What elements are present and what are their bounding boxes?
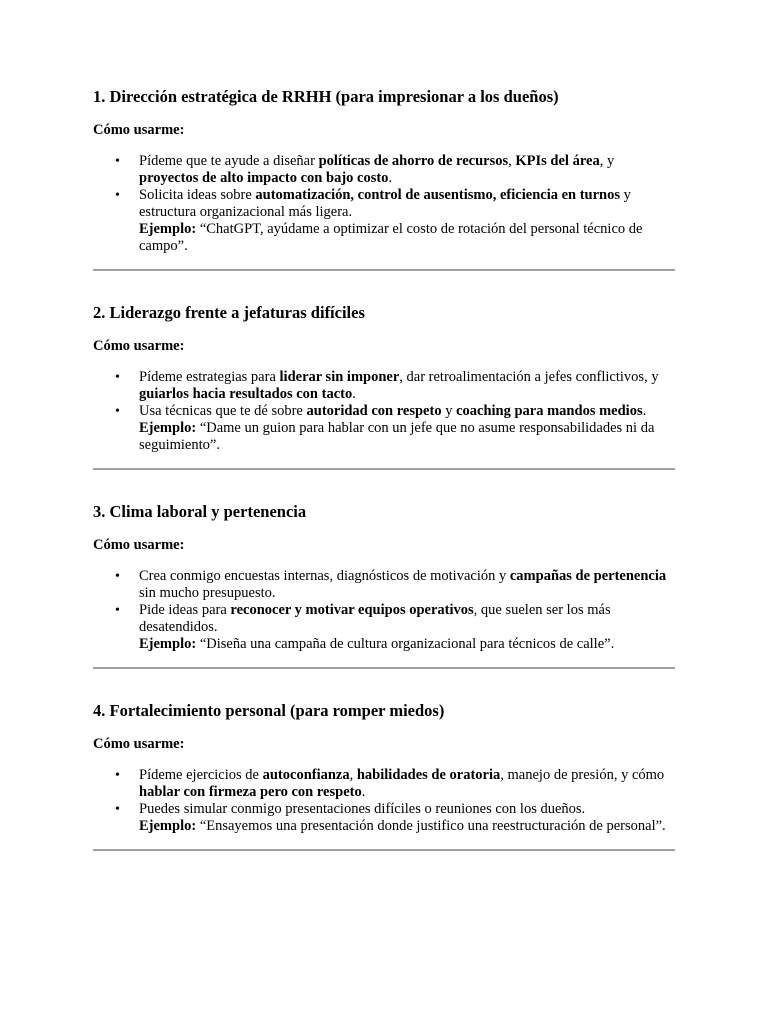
text-run: y xyxy=(441,403,457,419)
section-3 xyxy=(93,501,675,669)
example-label: Ejemplo: xyxy=(139,636,197,652)
text-run: , que suelen ser los más desatendidos. xyxy=(139,602,611,635)
section-title: 4. Fortalecimiento personal (para romper miedos) xyxy=(93,701,445,720)
bold-text: KPIs del área xyxy=(515,153,600,169)
text-run: , manejo de presión, y cómo xyxy=(500,767,665,783)
text-run: , xyxy=(349,767,357,783)
bold-text: reconocer y motivar equipos operativos xyxy=(230,602,474,618)
document-page xyxy=(93,86,675,882)
text-run: Pide ideas para xyxy=(139,602,231,618)
text-run: Solicita ideas sobre xyxy=(139,187,256,203)
text-run: . xyxy=(352,386,356,402)
text-run: Pídeme que te ayude a diseñar xyxy=(139,153,319,169)
bullet-list xyxy=(93,153,675,255)
bold-text: proyectos de alto impacto con bajo costo xyxy=(139,170,389,186)
bullet-icon: • xyxy=(115,768,120,783)
list-item xyxy=(93,403,675,454)
list-item xyxy=(93,187,675,255)
text-run: Pídeme ejercicios de xyxy=(139,767,263,783)
bold-text: automatización, control de ausentismo, eficiencia en turnos xyxy=(255,187,621,203)
bullet-icon: • xyxy=(115,603,120,618)
usage-label: Cómo usarme: xyxy=(93,537,185,553)
list-item xyxy=(93,602,675,653)
section-title: 1. Dirección estratégica de RRHH (para impresionar a los dueños) xyxy=(93,87,559,106)
text-run: Puedes simular conmigo presentaciones difíciles o reuniones con los dueños. xyxy=(139,801,586,817)
example-text: “Dame un guion para hablar con un jefe que no asume responsabilidades ni da seguimiento”. xyxy=(139,420,655,453)
text-run: Usa técnicas que te dé sobre xyxy=(139,403,307,419)
text-run: . xyxy=(361,784,366,800)
bold-text: hablar con firmeza pero con respeto xyxy=(139,784,362,800)
example-text: “ChatGPT, ayúdame a optimizar el costo de rotación del personal técnico de campo”. xyxy=(139,221,643,254)
section-4 xyxy=(93,700,675,851)
example-text: “Ensayemos una presentación donde justifico una reestructuración de personal”. xyxy=(199,818,666,834)
bold-text: autoridad con respeto xyxy=(306,403,442,419)
usage-label: Cómo usarme: xyxy=(93,122,185,138)
list-item xyxy=(93,153,675,187)
example-label: Ejemplo: xyxy=(139,818,197,834)
bold-text: coaching para mandos medios xyxy=(456,403,643,419)
text-run: , xyxy=(508,153,516,169)
horizontal-rule xyxy=(93,269,675,271)
text-run: . xyxy=(642,403,647,419)
example-text: “Diseña una campaña de cultura organizacional para técnicos de calle”. xyxy=(199,636,615,652)
list-item xyxy=(93,801,675,835)
bold-text: políticas de ahorro de recursos xyxy=(318,153,509,169)
bold-text: campañas de pertenencia xyxy=(509,568,667,584)
example-label: Ejemplo: xyxy=(139,221,197,237)
list-item xyxy=(93,568,675,602)
example-label: Ejemplo: xyxy=(139,420,197,436)
text-run: , y xyxy=(599,153,615,169)
bullet-icon: • xyxy=(115,154,120,169)
bullet-icon: • xyxy=(115,569,120,584)
bold-text: guiarlos hacia resultados con tacto xyxy=(139,386,353,402)
usage-label: Cómo usarme: xyxy=(93,736,185,752)
bullet-icon: • xyxy=(115,370,120,385)
text-run: sin mucho presupuesto. xyxy=(139,585,276,601)
bold-text: liderar sin imponer xyxy=(279,369,400,385)
bold-text: habilidades de oratoria xyxy=(356,767,501,783)
bullet-icon: • xyxy=(115,404,120,419)
horizontal-rule xyxy=(93,849,675,851)
section-title: 2. Liderazgo frente a jefaturas difíciles xyxy=(93,303,365,322)
list-item xyxy=(93,767,675,801)
bullet-icon: • xyxy=(115,188,120,203)
bullet-icon: • xyxy=(115,802,120,817)
section-2 xyxy=(93,302,675,470)
text-run: Pídeme estrategias para xyxy=(139,369,280,385)
text-run: Crea conmigo encuestas internas, diagnósticos de motivación y xyxy=(139,568,510,584)
bullet-list xyxy=(93,568,675,653)
usage-label: Cómo usarme: xyxy=(93,338,185,354)
section-title: 3. Clima laboral y pertenencia xyxy=(93,502,307,521)
horizontal-rule xyxy=(93,667,675,669)
bullet-list xyxy=(93,369,675,454)
section-1 xyxy=(93,86,675,271)
horizontal-rule xyxy=(93,468,675,470)
text-run: . xyxy=(388,170,393,186)
bullet-list xyxy=(93,767,675,835)
text-run: , dar retroalimentación a jefes conflictivos, y xyxy=(399,369,659,385)
text-run: y estructura organizacional más ligera. xyxy=(139,187,631,220)
bold-text: autoconfianza xyxy=(262,767,350,783)
list-item xyxy=(93,369,675,403)
